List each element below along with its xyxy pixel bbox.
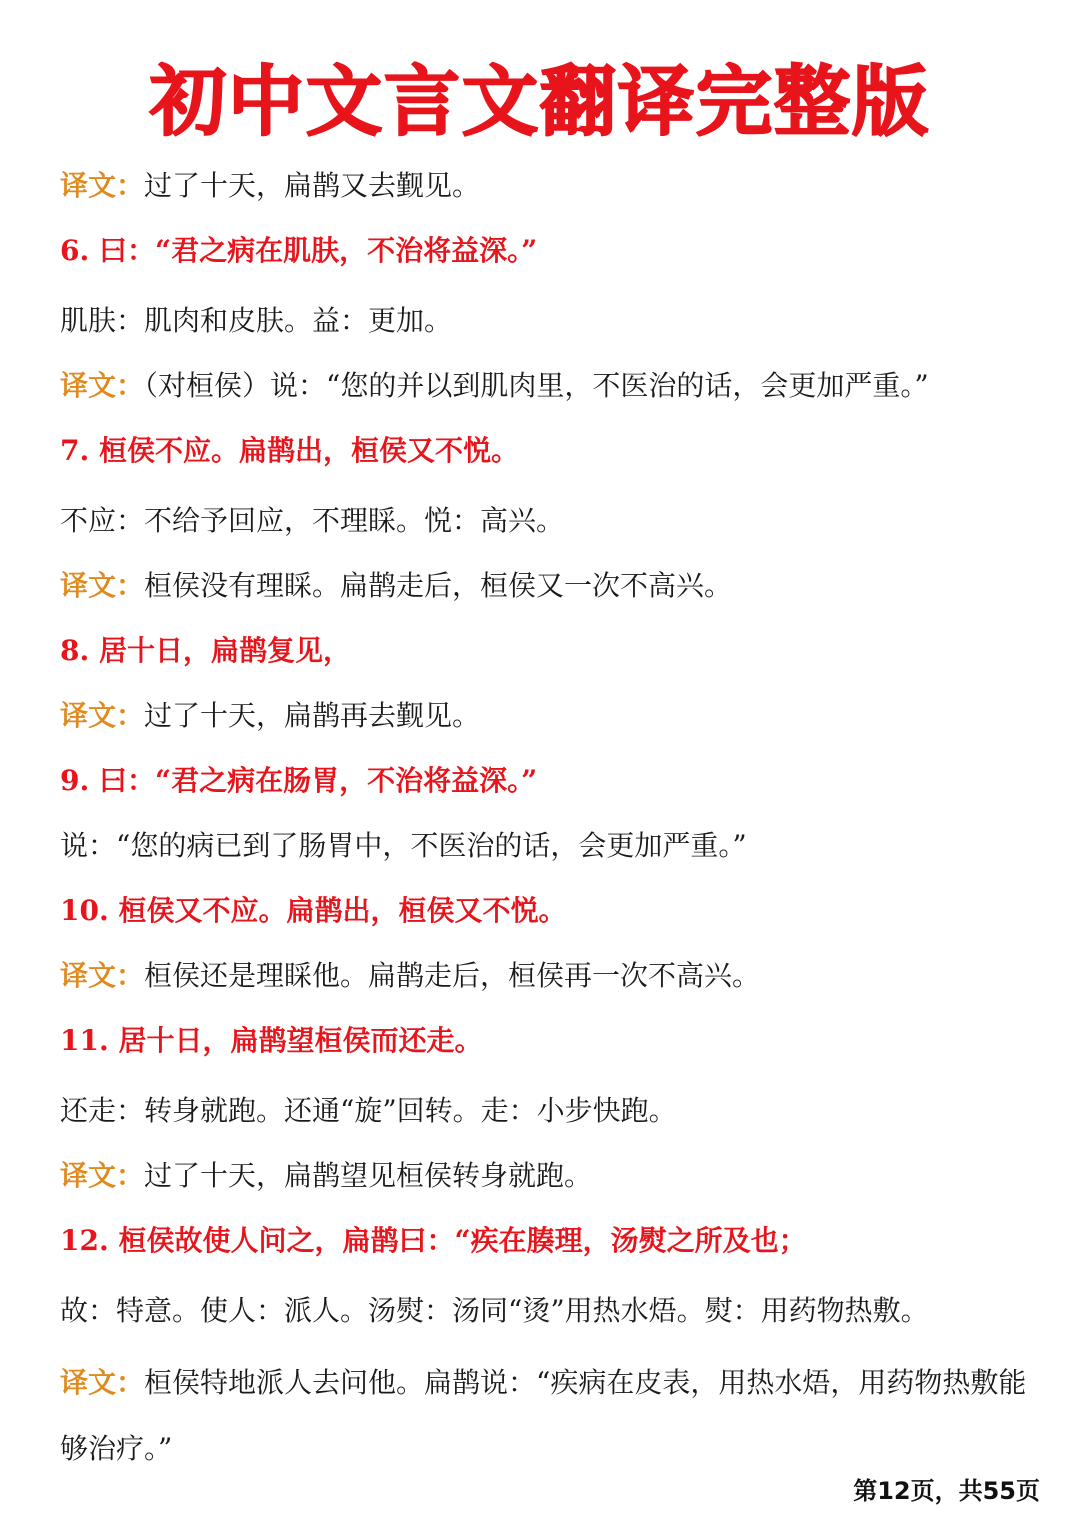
translation-line bbox=[60, 1150, 1050, 1202]
translation-label: 译文： bbox=[60, 369, 145, 402]
annotation-line: 不应：不给予回应，不理睬。悦：高兴。 bbox=[60, 504, 565, 537]
translation-text: 桓侯还是理睬他。扁鹊走后，桓侯再一次不高兴。 bbox=[144, 959, 761, 992]
translation-label: 译文： bbox=[60, 959, 145, 992]
translation-line bbox=[60, 160, 1050, 212]
translation-line bbox=[60, 690, 1050, 742]
document-body bbox=[60, 160, 1050, 1482]
translation-line bbox=[60, 560, 1050, 612]
source-sentence: 9. 曰：“君之病在肠胃，不治将益深。” bbox=[60, 764, 538, 797]
translation-line bbox=[60, 950, 1050, 1002]
translation-text: 桓侯特地派人去问他。扁鹊说：“疾病在皮表，用热水焐，用药物热敷能够治疗。” bbox=[60, 1366, 1027, 1465]
source-sentence: 7. 桓侯不应。扁鹊出，桓侯又不悦。 bbox=[60, 434, 519, 467]
source-sentence: 8. 居十日，扁鹊复见， bbox=[60, 634, 351, 667]
source-sentence: 11. 居十日，扁鹊望桓侯而还走。 bbox=[60, 1024, 483, 1057]
translation-label: 译文： bbox=[60, 1366, 145, 1399]
annotation-line: 说：“您的病已到了肠胃中，不医治的话，会更加严重。” bbox=[60, 829, 747, 862]
translation-text: 过了十天，扁鹊再去觐见。 bbox=[144, 699, 481, 732]
source-sentence: 10. 桓侯又不应。扁鹊出，桓侯又不悦。 bbox=[60, 894, 567, 927]
translation-text: （对桓侯）说：“您的并以到肌肉里，不医治的话，会更加严重。” bbox=[144, 369, 929, 402]
source-sentence: 12. 桓侯故使人问之，扁鹊曰：“疾在腠理，汤熨之所及也； bbox=[60, 1224, 807, 1257]
source-sentence: 6. 曰：“君之病在肌肤，不治将益深。” bbox=[60, 234, 538, 267]
translation-line bbox=[60, 360, 1050, 412]
translation-label: 译文： bbox=[60, 699, 145, 732]
annotation-line: 还走：转身就跑。还通“旋”回转。走：小步快跑。 bbox=[60, 1094, 677, 1127]
page-title: 初中文言文翻译完整版 bbox=[150, 57, 930, 146]
annotation-line: 肌肤：肌肉和皮肤。益：更加。 bbox=[60, 304, 453, 337]
translation-label: 译文： bbox=[60, 1159, 145, 1192]
translation-line bbox=[60, 1350, 1050, 1482]
translation-text: 过了十天，扁鹊望见桓侯转身就跑。 bbox=[144, 1159, 593, 1192]
translation-text: 桓侯没有理睬。扁鹊走后，桓侯又一次不高兴。 bbox=[144, 569, 733, 602]
annotation-line: 故：特意。使人：派人。汤熨：汤同“烫”用热水焐。熨：用药物热敷。 bbox=[60, 1294, 929, 1327]
translation-label: 译文： bbox=[60, 569, 145, 602]
translation-text: 过了十天，扁鹊又去觐见。 bbox=[144, 169, 481, 202]
page-number: 第12页，共55页 bbox=[853, 1477, 1040, 1505]
translation-label: 译文： bbox=[60, 169, 145, 202]
